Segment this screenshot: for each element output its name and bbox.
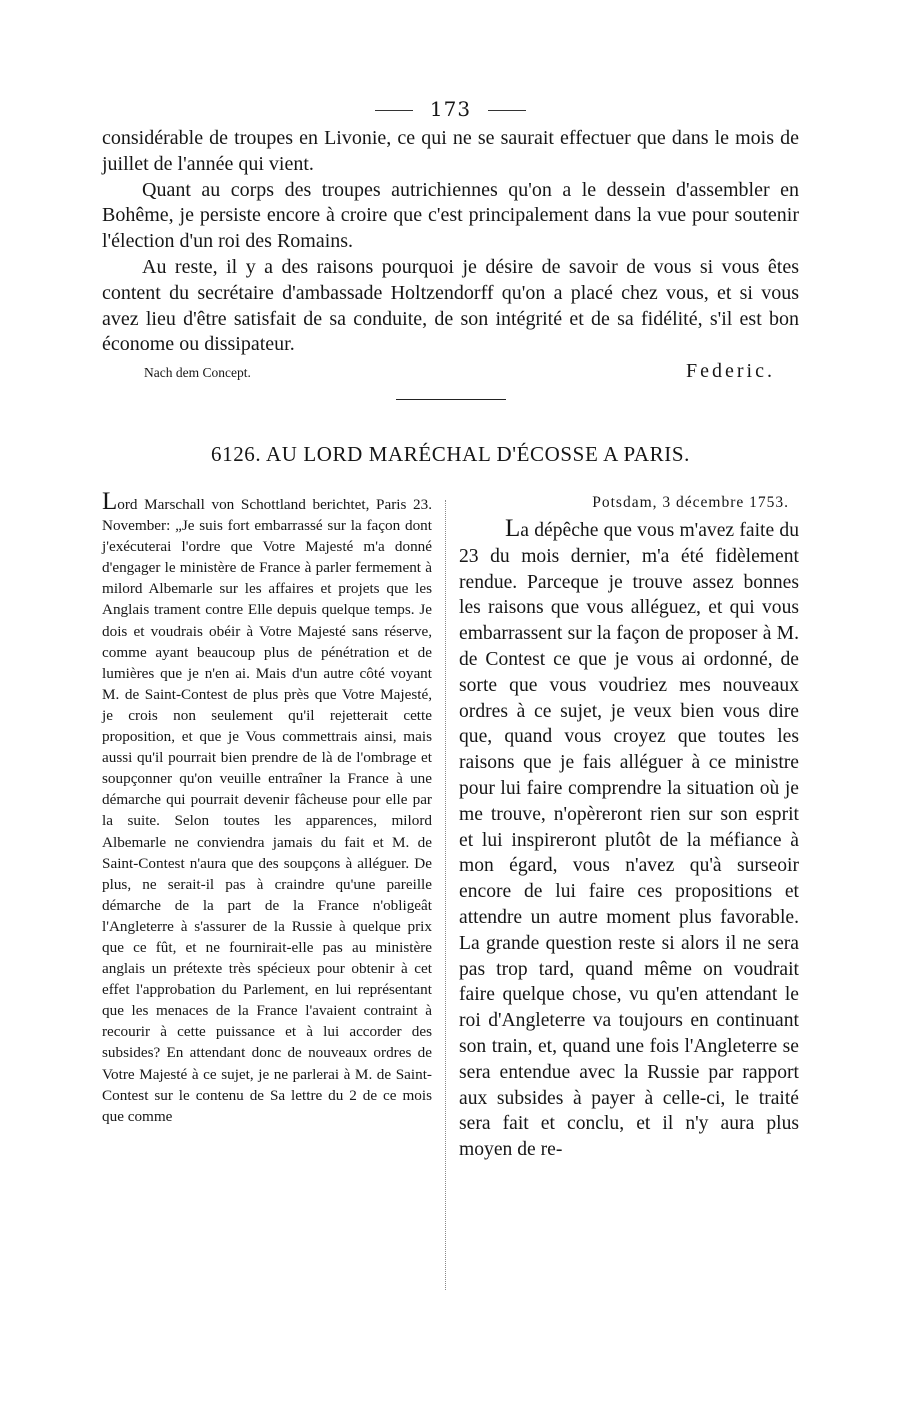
letter-text: a dépêche que vous m'avez faite du 23 du mois dernier, m'a été fidèlement rendue. Parceque je trouve assez bonnes les raisons que vous alléguez, et qui vous embarrassent sur la façon de proposer à M. de Contest ce que je vous ai ordonné, de sorte que vous voudriez mes nouveaux ordres à ce sujet, je veux bien vous dire que, quand vous croyez que toutes les raisons que je fais alléguer à ce ministre pour lui faire comprendre la situation où je me trouve, n'opèreront rien sur son esprit et lui inspireront plutôt de la méfiance à mon égard, vous n'avez qu'à surseoir encore de lui faire ces propositions et attendre un autre moment plus favorable. La grande question reste si alors il ne sera pas trop tard, quand même on voudrait faire quelque chose, vu qu'en attendant le roi d'Angleterre va toujours en continuant son train, et, quand une fois l'Angleterre se sera entendue avec la Russie par rapport aux subsides à payer à celle-ci, le traité sera fait et conclu, et il n'y aura plus moyen de re- xyxy=(459,520,799,1161)
page-number: 173 xyxy=(429,97,472,121)
document-page xyxy=(102,96,799,1161)
report-summary-column xyxy=(102,488,432,1127)
letter-column xyxy=(459,494,799,1163)
intro-paragraph: Au reste, il y a des raisons pourquoi je désire de savoir de vous si vous êtes content du secrétaire d'ambassade Holtzendorff qu'on a placé chez vous, et si vous avez lieu d'être satisfait de sa conduite, de son intégrité et de sa fidélité, s'il est bon économe ou dissipateur. xyxy=(102,255,799,356)
intro-paragraph: considérable de troupes en Livonie, ce qui ne se saurait effectuer que dans le mois de juillet de l'année qui vient. xyxy=(102,127,799,175)
header-dash-left xyxy=(375,110,413,111)
intro-text xyxy=(102,126,799,358)
section-divider xyxy=(396,399,506,400)
letter-heading: 6126. AU LORD MARÉCHAL D'ÉCOSSE A PARIS. xyxy=(211,442,690,467)
dateline: Potsdam, 3 décembre 1753. xyxy=(592,494,789,511)
page-header xyxy=(102,96,799,126)
right-dropcap: L xyxy=(505,515,521,542)
signature-row xyxy=(102,360,799,383)
header-dash-right xyxy=(488,110,526,111)
report-summary-text: ord Marschall von Schottland berichtet, Paris 23. November: „Je suis fort embarrassé sur la façon dont j'exécuterai l'ordre que Votre Majesté m'a donné d'engager le ministère de France à parler fermement à milord Albemarle sur les affaires et projets que les Anglais trament contre Elle depuis quelque temps. Je dois et voudrais obéir à Votre Majesté sans réserve, comme ayant beaucoup plus de pénétration et de lumières que je n'en ai. Mais d'un autre côté voyant M. de Saint-Contest de plus près que Votre Majesté, je crois non seulement qu'il rejetterait cette proposition, et que je Vous commettrais ainsi, mais aussi qu'il pourrait bien prendre de là de l'ombrage et soupçonner qu'on veuille entraîner la France à une démarche qui pourrait devenir fâcheuse pour elle par la suite. Selon toutes les apparences, milord Albemarle ne conviendra jamais du fait et M. de Saint-Contest n'aura que des soupçons à alléguer. De plus, ne serait-il pas à craindre qu'une pareille démarche de la part de la France n'obligeât l'Angleterre à s'assurer de la Russie à quelque prix que ce fût, et ne fournirait-elle pas au ministère anglais un prétexte très spécieux pour obtenir à cet effet l'approbation du Parlement, en lui représentant que les menaces de la France l'avaient contraint à recourir à cette puissance et à lui accorder des subsides? En attendant donc de nouveaux ordres de Votre Majesté à ce sujet, je ne parlerai à M. de Saint-Contest sur le contenu de Sa lettre du 2 de ce mois que comme xyxy=(102,496,432,1125)
column-divider xyxy=(445,500,446,1290)
two-column-body xyxy=(102,488,799,1294)
left-dropcap: L xyxy=(102,488,118,515)
letter-body xyxy=(459,516,799,1163)
intro-paragraph: Quant au corps des troupes autrichiennes qu'on a le dessein d'assembler en Bohême, je persiste encore à croire que c'est principalement dans la vue pour soutenir l'élection d'un roi des Romains. xyxy=(102,178,799,253)
signature: Federic. xyxy=(686,360,775,383)
source-note: Nach dem Concept. xyxy=(144,365,251,381)
